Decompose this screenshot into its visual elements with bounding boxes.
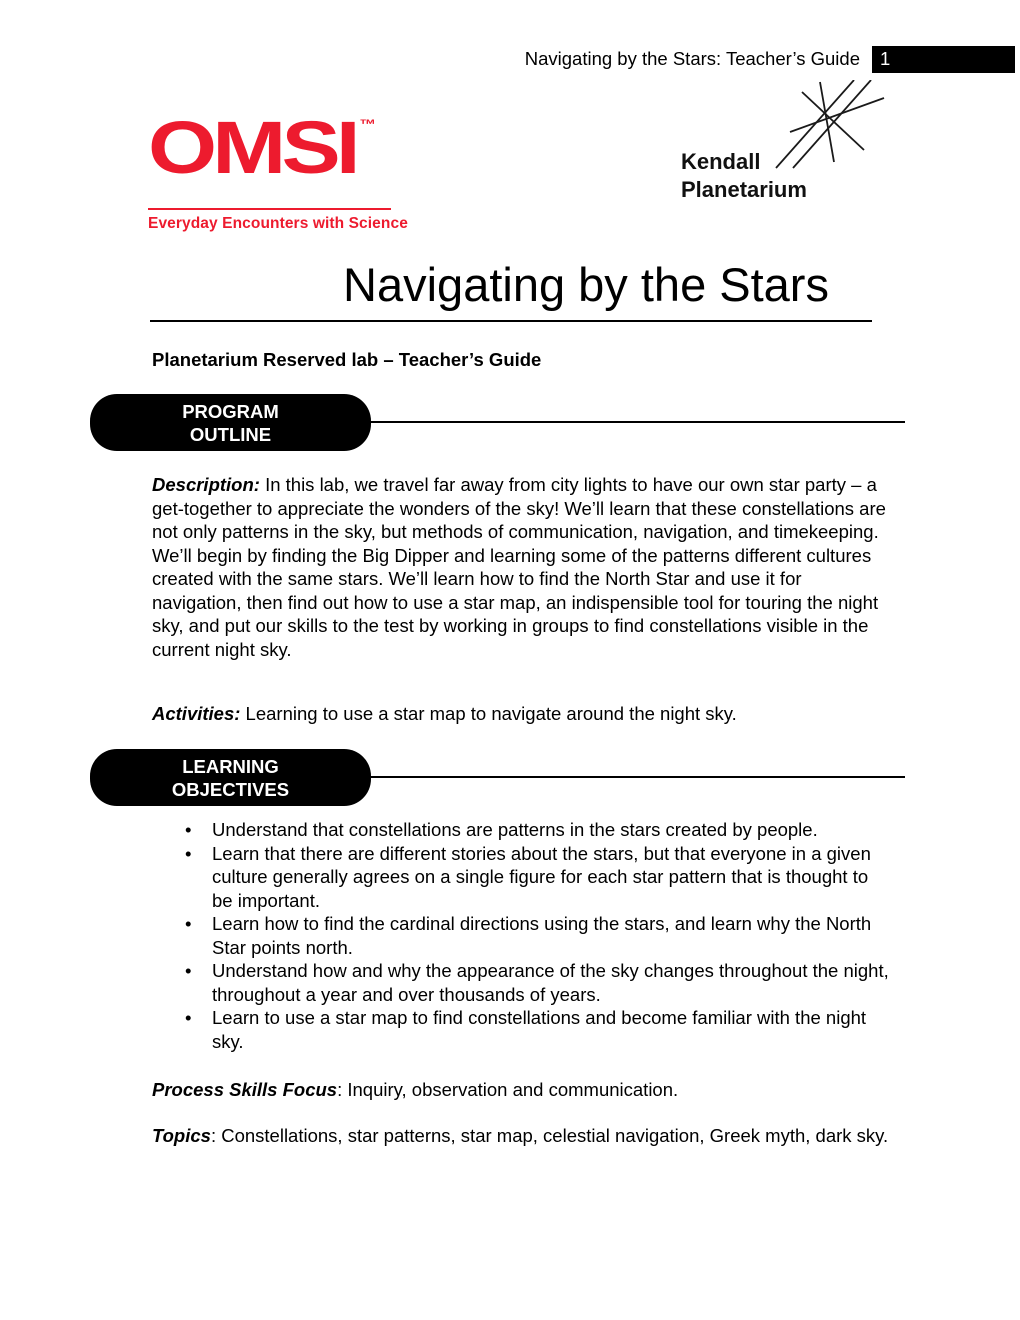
kendall-planetarium-name	[681, 148, 807, 204]
description-text: In this lab, we travel far away from city lights to have our own star party – a get-together to appreciate the wonders of the sky! We’ll learn that these constellations are not only patterns in the sky, but methods of communication, navigation, and timekeeping. We’ll begin by finding the Big Dipper and learning some of the patterns different cultures created with the same stars. We’ll learn how to find the North Star and use it for navigation, then find out how to use a star map, an indispensible tool for touring the night sky, and put our skills to the test by working in groups to find constellations visible in the current night sky.	[152, 474, 886, 660]
learning-objectives-banner-line2: OBJECTIVES	[171, 778, 290, 800]
activities-paragraph	[152, 702, 890, 726]
bullet-icon: •	[185, 913, 192, 934]
omsi-trademark: ™	[359, 116, 377, 132]
omsi-tagline: Everyday Encounters with Science	[148, 215, 408, 232]
objective-text: Understand that constellations are patterns in the stars created by people.	[212, 819, 818, 840]
program-outline-banner-line2: OUTLINE	[189, 423, 272, 445]
objective-text: Learn to use a star map to find constellations and become familiar with the night sky.	[212, 1007, 867, 1052]
omsi-wordmark	[148, 106, 442, 204]
kendall-name-line2: Planetarium	[681, 177, 807, 202]
topics-paragraph	[152, 1124, 890, 1148]
process-skills-paragraph	[152, 1078, 890, 1102]
program-outline-banner	[90, 394, 371, 451]
list-item	[152, 818, 892, 842]
omsi-wordmark-text: OMSI	[148, 106, 356, 189]
program-outline-rule	[360, 421, 905, 423]
omsi-divider	[148, 208, 391, 210]
learning-objectives-banner	[90, 749, 371, 806]
page-number: 1	[880, 48, 891, 69]
description-paragraph	[152, 473, 890, 661]
process-skills-label: Process Skills Focus	[152, 1079, 338, 1100]
bullet-icon: •	[185, 842, 192, 864]
document-subtitle: Planetarium Reserved lab – Teacher’s Guide	[152, 349, 542, 370]
activities-label: Activities:	[152, 703, 241, 724]
omsi-logo	[148, 106, 408, 233]
objective-text: Learn that there are different stories about the stars, but that everyone in a given culture generally agrees on a single figure for each star pattern that is thought to be important.	[212, 842, 871, 911]
bullet-icon: •	[185, 1007, 192, 1028]
page-header	[150, 45, 1015, 73]
page-number-box	[872, 46, 1015, 73]
list-item	[152, 959, 892, 1006]
learning-objectives-banner-line1: LEARNING	[182, 755, 279, 777]
list-item	[152, 912, 892, 959]
objective-text: Learn how to find the cardinal directions using the stars, and learn why the North Star points north.	[212, 913, 872, 958]
objective-text: Understand how and why the appearance of the sky changes throughout the night, throughout a year and over thousands of years.	[212, 960, 889, 1005]
topics-label: Topics	[152, 1125, 211, 1146]
list-item	[152, 842, 892, 913]
list-item	[152, 1006, 892, 1053]
objectives-list	[152, 818, 892, 1053]
program-outline-banner-line1: PROGRAM	[182, 400, 279, 422]
kendall-name-line1: Kendall	[681, 149, 761, 174]
bullet-icon: •	[185, 960, 192, 981]
activities-text: Learning to use a star map to navigate around the night sky.	[240, 703, 737, 724]
learning-objectives-rule	[360, 776, 905, 778]
document-title: Navigating by the Stars	[150, 258, 872, 322]
header-title: Navigating by the Stars: Teacher’s Guide	[524, 48, 860, 69]
description-label: Description:	[152, 474, 260, 495]
topics-text: : Constellations, star patterns, star map, celestial navigation, Greek myth, dark sky.	[210, 1125, 889, 1146]
bullet-icon: •	[185, 819, 192, 840]
process-skills-text: : Inquiry, observation and communication.	[337, 1079, 679, 1100]
